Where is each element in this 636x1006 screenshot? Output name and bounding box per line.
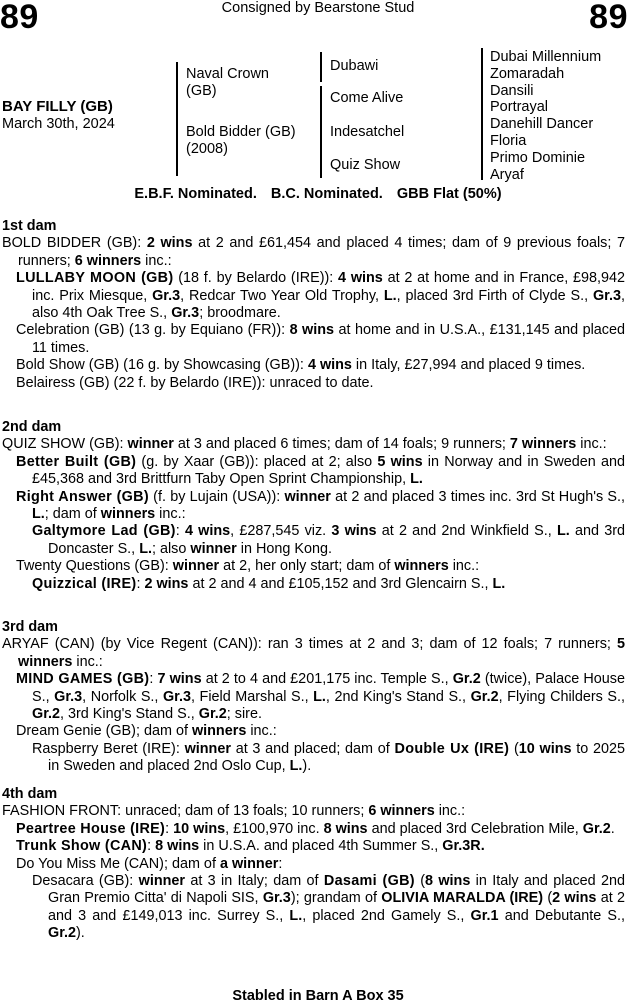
fourth-dam-heading: 4th dam: [2, 786, 58, 802]
progeny-right-answer: Right Answer (GB) (f. by Lujain (USA)): winner at 2 and placed 3 times inc. 3rd St Hugh's S., L.; dam of winners inc.:: [16, 488, 625, 523]
pedigree-sire: Naval Crown (GB): [186, 66, 269, 99]
second-dam-entry: QUIZ SHOW (GB): winner at 3 and placed 6 times; dam of 14 foals; 9 runners; 7 winners inc.:: [2, 436, 607, 453]
lot-number-right: 89: [589, 0, 628, 36]
progeny-quizzical: Quizzical (IRE): 2 wins at 2 and 4 and £105,152 and 3rd Glencairn S., L.: [32, 575, 506, 592]
pedigree-bracket-2b: [320, 86, 322, 178]
third-dam-heading: 3rd dam: [2, 619, 58, 635]
progeny-desacara: Desacara (GB): winner at 3 in Italy; dam of Dasami (GB) (8 wins in Italy and placed 2nd Gran Premio Citta' di Napoli SIS, Gr.3); grandam of OLIVIA MARALDA (IRE) (2 wins at 2 and 3 and £149,013 inc. Surrey S., L., placed 2nd Gamely S., Gr.1 and Debutante S., Gr.2).: [32, 873, 625, 942]
second-dam-section: [2, 419, 625, 593]
progeny-celebration: Celebration (GB) (13 g. by Equiano (FR)): 8 wins at home and in U.S.A., £131,145 and placed 11 times.: [16, 322, 625, 356]
progeny-peartree-house: Peartree House (IRE): 10 wins, £100,970 inc. 8 wins and placed 3rd Celebration Mile, Gr.2.: [16, 820, 615, 837]
pedigree-gen3-3: Dansili: [490, 82, 534, 99]
stabling-info: Stabled in Barn A Box 35: [232, 988, 404, 1004]
progeny-bold-show: Bold Show (GB) (16 g. by Showcasing (GB)): 4 wins in Italy, £27,994 and placed 9 times.: [16, 357, 586, 374]
progeny-twenty-questions: Twenty Questions (GB): winner at 2, her only start; dam of winners inc.:: [16, 558, 480, 575]
first-dam-entry: BOLD BIDDER (GB): 2 wins at 2 and £61,454 and placed 4 times; dam of 9 previous foals; 7 runners; 6 winners inc.:: [2, 235, 625, 269]
pedigree-gen2-sire-dam: Come Alive: [330, 90, 404, 106]
bc-nomination: B.C. Nominated.: [270, 186, 383, 202]
progeny-better-built: Better Built (GB) (g. by Xaar (GB)): placed at 2; also 5 wins in Norway and in Sweden and £45,368 and 3rd Brittfurn Taby Open Sprint Championship, L.: [16, 453, 625, 488]
third-dam-entry: ARYAF (CAN) (by Vice Regent (CAN)): ran 3 times at 2 and 3; dam of 12 foals; 7 runners; 5 winners inc.:: [2, 636, 625, 670]
third-dam-section: [2, 619, 625, 776]
fourth-dam-section: [2, 786, 625, 943]
pedigree-gen3-2: Zomaradah: [490, 65, 565, 82]
fourth-dam-entry: FASHION FRONT: unraced; dam of 13 foals; 10 runners; 6 winners inc.:: [2, 803, 466, 820]
horse-name: BAY FILLY (GB): [2, 98, 113, 115]
pedigree-gen3-7: Primo Dominie: [490, 149, 586, 166]
gbb-flat: GBB Flat (50%): [396, 186, 502, 202]
pedigree-bracket-1: [176, 62, 178, 176]
progeny-galtymore-lad: Galtymore Lad (GB): 4 wins, £287,545 viz. 3 wins at 2 and 2nd Winkfield S., L. and 3rd Doncaster S., L.; also winner in Hong Kong.: [32, 523, 625, 557]
nominations-line: [0, 186, 636, 202]
progeny-dream-genie: Dream Genie (GB); dam of winners inc.:: [16, 723, 277, 740]
pedigree-gen3-6: Floria: [490, 132, 527, 149]
pedigree-bracket-3: [481, 48, 483, 180]
progeny-raspberry-beret: Raspberry Beret (IRE): winner at 3 and placed; dam of Double Ux (IRE) (10 wins to 2025 in Sweden and placed 2nd Oslo Cup, L.).: [32, 740, 626, 775]
pedigree-gen3: [490, 49, 601, 183]
progeny-lullaby-moon: LULLABY MOON (GB) (18 f. by Belardo (IRE)): 4 wins at 2 at home and in France, £98,942 inc. Prix Miesque, Gr.3, Redcar Two Year Old Trophy, L., placed 3rd Firth of Clyde S., Gr.3, also 4th Oak Tree S., Gr.3; broodmare.: [16, 270, 625, 322]
progeny-mind-games: MIND GAMES (GB): 7 wins at 2 to 4 and £201,175 inc. Temple S., Gr.2 (twice), Palace House S., Gr.3, Norfolk S., Gr.3, Field Marshal S., L., 2nd King's Stand S., Gr.2, Flying Childers S., Gr.2, 3rd King's Stand S., Gr.2; sire.: [16, 671, 625, 723]
pedigree-gen3-4: Portrayal: [490, 99, 549, 116]
pedigree-gen2-sire-sire: Dubawi: [330, 58, 379, 74]
progeny-do-you-miss-me: Do You Miss Me (CAN); dam of a winner:: [16, 855, 283, 872]
pedigree-gen3-1: Dubai Millennium: [490, 49, 602, 65]
pedigree-bracket-2a: [320, 52, 322, 82]
ebf-nomination: E.B.F. Nominated.: [134, 186, 257, 202]
pedigree-gen3-5: Danehill Dancer: [490, 116, 594, 133]
consignor-line: Consigned by Bearstone Stud: [221, 0, 415, 16]
second-dam-heading: 2nd dam: [2, 419, 62, 435]
foaling-date: March 30th, 2024: [2, 116, 115, 132]
first-dam-heading: 1st dam: [2, 218, 57, 234]
lot-number-left: 89: [0, 0, 39, 36]
first-dam-section: [2, 218, 625, 392]
pedigree-gen2-dam-dam: Quiz Show: [330, 157, 401, 173]
pedigree-gen2-dam-sire: Indesatchel: [330, 124, 405, 140]
pedigree-dam: Bold Bidder (GB) (2008): [186, 124, 296, 157]
progeny-trunk-show: Trunk Show (CAN): 8 wins in U.S.A. and placed 4th Summer S., Gr.3R.: [16, 838, 485, 855]
progeny-belairess: Belairess (GB) (22 f. by Belardo (IRE)): unraced to date.: [16, 374, 374, 391]
pedigree-gen3-8: Aryaf: [490, 166, 524, 183]
